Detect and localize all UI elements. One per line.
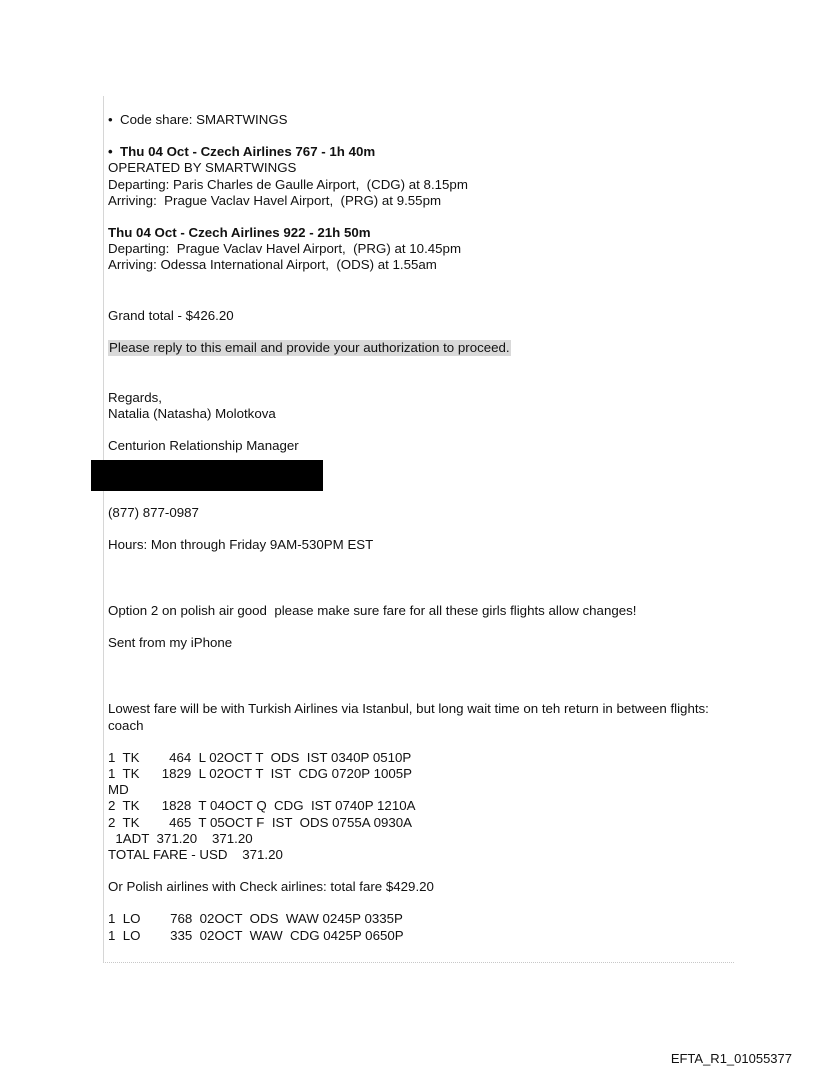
regards: Regards, bbox=[108, 390, 162, 406]
lo-line: 1 LO 335 02OCT WAW CDG 0425P 0650P bbox=[108, 927, 404, 943]
tk-line: 1ADT 371.20 371.20 bbox=[108, 830, 253, 846]
flight1-arriving: Arriving: Prague Vaclav Havel Airport, (PRG) at 9.55pm bbox=[108, 192, 442, 208]
tk-line: 1 TK 1829 L 02OCT T IST CDG 0720P 1005P bbox=[108, 766, 413, 782]
sender-role: Centurion Relationship Manager bbox=[108, 438, 299, 454]
tk-total-fare: TOTAL FARE - USD 371.20 bbox=[108, 847, 283, 863]
tk-line: MD bbox=[108, 782, 129, 798]
email-body bbox=[108, 112, 730, 944]
flight2-title: Thu 04 Oct - Czech Airlines 922 - 21h 50m bbox=[108, 225, 371, 241]
hours: Hours: Mon through Friday 9AM-530PM EST bbox=[108, 536, 374, 552]
document-id: EFTA_R1_01055377 bbox=[670, 1051, 792, 1066]
sent-from: Sent from my iPhone bbox=[108, 635, 233, 651]
redaction-block bbox=[91, 460, 323, 491]
flight2-arriving: Arriving: Odessa International Airport, (ODS) at 1.55am bbox=[108, 257, 437, 273]
flight1-title: • Thu 04 Oct - Czech Airlines 767 - 1h 40m bbox=[108, 144, 376, 160]
phone-number: (877) 877-0987 bbox=[108, 504, 199, 520]
tk-line: 2 TK 465 T 05OCT F IST ODS 0755A 0930A bbox=[108, 814, 413, 830]
code-share-line: • Code share: SMARTWINGS bbox=[108, 112, 288, 127]
tk-line: 1 TK 464 L 02OCT T ODS IST 0340P 0510P bbox=[108, 749, 412, 765]
tk-line: 2 TK 1828 T 04OCT Q CDG IST 0740P 1210A bbox=[108, 798, 416, 814]
polish-option: Or Polish airlines with Check airlines: total fare $429.20 bbox=[108, 879, 434, 895]
flight1-operated: OPERATED BY SMARTWINGS bbox=[108, 160, 297, 176]
grand-total: Grand total - $426.20 bbox=[108, 307, 234, 323]
lo-line: 1 LO 768 02OCT ODS WAW 0245P 0335P bbox=[108, 911, 403, 927]
lowest-fare-note: Lowest fare will be with Turkish Airlines via Istanbul, but long wait time on teh return in between flights: coach bbox=[108, 701, 709, 733]
sender-name: Natalia (Natasha) Molotkova bbox=[108, 406, 276, 422]
authorization-request: Please reply to this email and provide your authorization to proceed. bbox=[109, 339, 510, 355]
flight1-departing: Departing: Paris Charles de Gaulle Airport, (CDG) at 8.15pm bbox=[108, 176, 468, 192]
flight2-departing: Departing: Prague Vaclav Havel Airport, (PRG) at 10.45pm bbox=[108, 241, 462, 257]
reply-message: Option 2 on polish air good please make sure fare for all these girls flights allow changes! bbox=[108, 603, 637, 619]
